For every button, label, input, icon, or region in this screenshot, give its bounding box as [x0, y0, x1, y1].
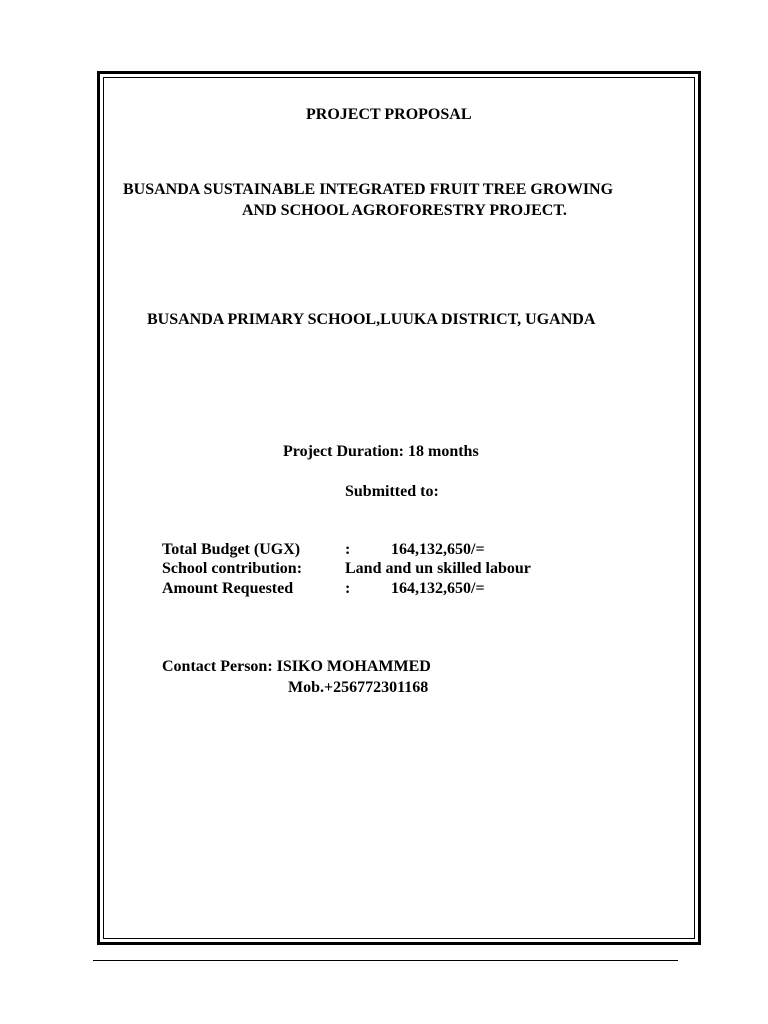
- amount-requested-value: 164,132,650/=: [391, 580, 485, 597]
- document-heading: PROJECT PROPOSAL: [306, 106, 472, 123]
- institution-name: BUSANDA PRIMARY SCHOOL,LUUKA DISTRICT, UGANDA: [147, 311, 596, 328]
- contact-mobile: Mob.+256772301168: [288, 679, 429, 696]
- footer-rule: [93, 960, 678, 961]
- submitted-to-label: Submitted to:: [345, 483, 439, 500]
- amount-requested-separator: :: [345, 580, 351, 597]
- project-title-line-2: AND SCHOOL AGROFORESTRY PROJECT.: [242, 202, 567, 219]
- total-budget-separator: :: [345, 541, 351, 558]
- total-budget-value: 164,132,650/=: [391, 541, 485, 558]
- school-contribution-label: School contribution:: [162, 560, 303, 577]
- school-contribution-value: Land and un skilled labour: [345, 560, 531, 577]
- project-title-line-1: BUSANDA SUSTAINABLE INTEGRATED FRUIT TREE GROWING: [123, 181, 614, 198]
- contact-person: Contact Person: ISIKO MOHAMMED: [162, 658, 431, 675]
- project-duration: Project Duration: 18 months: [283, 443, 479, 460]
- total-budget-label: Total Budget (UGX): [162, 541, 301, 558]
- amount-requested-label: Amount Requested: [162, 580, 294, 597]
